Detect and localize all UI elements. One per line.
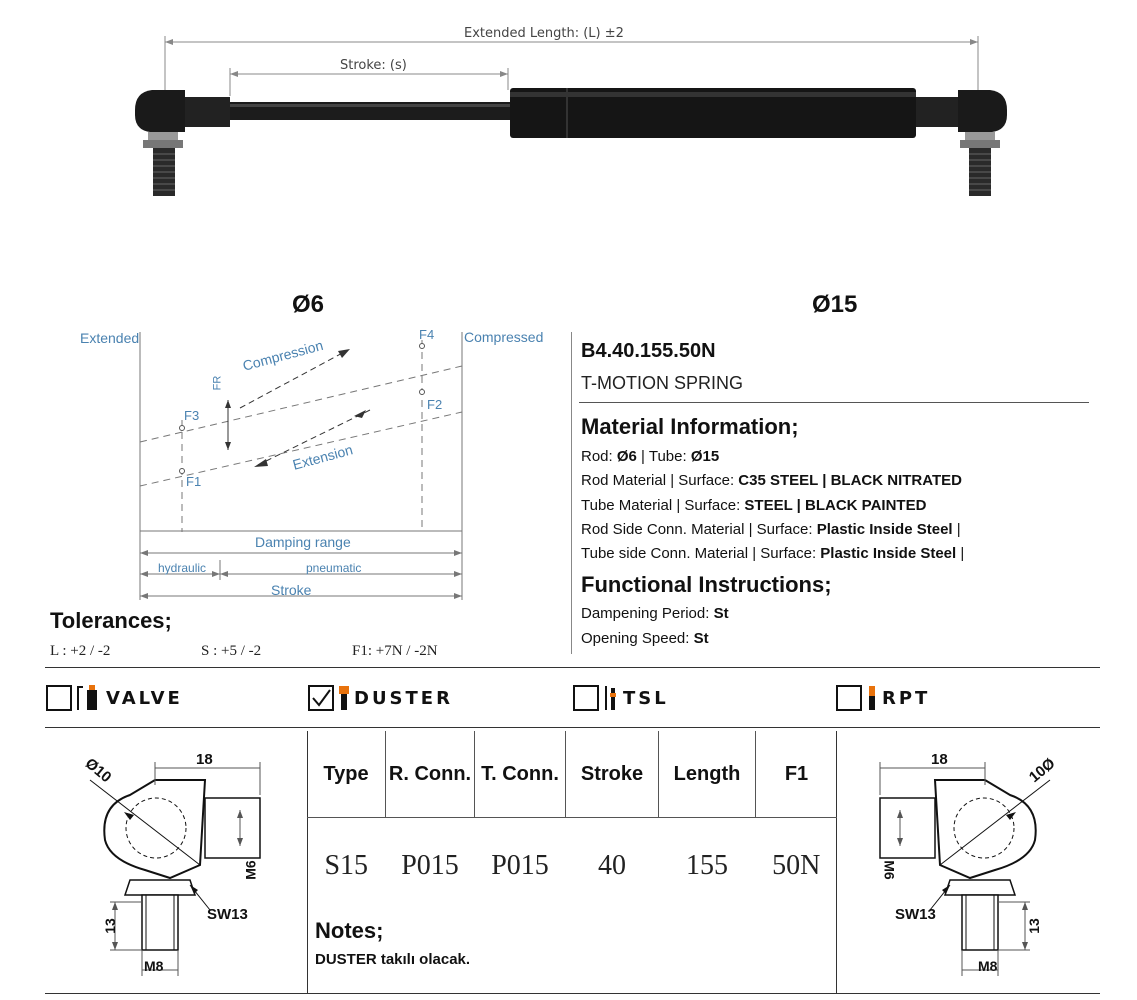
th-type: Type xyxy=(307,731,386,818)
force-graph xyxy=(0,320,570,610)
left-conn-dia: Ø10 xyxy=(81,754,115,787)
dampening-info: Dampening Period: St xyxy=(581,605,729,622)
th-length: Length xyxy=(659,731,756,818)
rod-diameter: Ø6 xyxy=(292,291,325,318)
valve-checkbox[interactable] xyxy=(46,685,72,711)
td-f1: 50N xyxy=(772,850,821,881)
rpt-icon xyxy=(866,684,878,712)
opening-speed-info: Opening Speed: St xyxy=(581,630,709,647)
left-conn-width: 18 xyxy=(196,751,213,768)
left-conn-stud-len: 13 xyxy=(101,918,118,934)
th-t-conn: T. Conn. xyxy=(475,731,566,818)
graph-pneumatic-label: pneumatic xyxy=(306,561,362,575)
td-stroke: 40 xyxy=(598,850,626,881)
right-conn-stud-len: 13 xyxy=(1025,918,1042,934)
right-conn-wrench: SW13 xyxy=(895,906,936,923)
graph-f2-label: F2 xyxy=(427,397,443,412)
option-valve[interactable] xyxy=(46,683,183,713)
option-tsl[interactable] xyxy=(573,683,669,713)
rod-material-info: Rod Material | Surface: C35 STEEL | BLACK NITRATED xyxy=(581,472,962,489)
graph-f1-label: F1 xyxy=(186,474,202,489)
info-divider xyxy=(571,332,572,654)
checkmark-icon xyxy=(310,687,332,709)
rpt-checkbox[interactable] xyxy=(836,685,862,711)
product-code: B4.40.155.50N xyxy=(581,340,716,362)
graph-fr-label: FR xyxy=(211,375,224,391)
option-tsl-label: TSL xyxy=(623,687,669,709)
graph-compression-label: Compression xyxy=(240,336,325,374)
graph-hydraulic-label: hydraulic xyxy=(158,561,207,575)
tolerances-heading: Tolerances; xyxy=(50,608,172,633)
option-duster-label: DUSTER xyxy=(354,687,453,709)
td-t-conn: P015 xyxy=(491,850,549,881)
graph-f4-label: F4 xyxy=(419,327,435,342)
tsl-icon xyxy=(603,684,619,712)
graph-compressed-label: Compressed xyxy=(464,329,544,345)
product-divider xyxy=(579,402,1089,403)
tube-material-info: Tube Material | Surface: STEEL | BLACK PAINTED xyxy=(581,497,927,514)
option-rpt[interactable] xyxy=(836,683,930,713)
tolerance-f1: F1: +7N / -2N xyxy=(352,643,438,659)
table-row xyxy=(307,818,837,915)
left-conn-stud: M8 xyxy=(144,958,164,974)
tolerance-s: S : +5 / -2 xyxy=(201,643,262,659)
tolerance-l: L : +2 / -2 xyxy=(50,643,111,659)
spec-table xyxy=(307,731,837,914)
left-conn-thread: M6 xyxy=(242,860,259,880)
divider-bottom xyxy=(45,993,1100,994)
divider-options-bottom xyxy=(45,727,1100,728)
left-conn-wrench: SW13 xyxy=(207,906,248,923)
table-header-row xyxy=(307,731,837,818)
option-valve-label: VALVE xyxy=(106,687,183,709)
right-conn-width: 18 xyxy=(931,751,948,768)
graph-damping-range-label: Damping range xyxy=(255,534,351,550)
graph-f3-label: F3 xyxy=(184,408,200,423)
duster-icon xyxy=(338,684,350,712)
duster-checkbox[interactable] xyxy=(308,685,334,711)
th-r-conn: R. Conn. xyxy=(386,731,475,818)
option-duster[interactable] xyxy=(308,683,453,713)
material-heading: Material Information; xyxy=(581,414,799,439)
td-length: 155 xyxy=(686,850,728,881)
right-conn-dia: 10Ø xyxy=(1025,754,1059,787)
notes-text: DUSTER takılı olacak. xyxy=(315,951,471,968)
td-r-conn: P015 xyxy=(401,850,459,881)
divider-options-top xyxy=(45,667,1100,668)
product-name: T-MOTION SPRING xyxy=(581,373,743,393)
notes-heading: Notes; xyxy=(315,918,384,943)
option-rpt-label: RPT xyxy=(882,687,931,709)
valve-icon xyxy=(76,684,102,712)
rod-conn-info: Rod Side Conn. Material | Surface: Plastic Inside Steel | xyxy=(581,521,961,538)
stroke-label: Stroke: (s) xyxy=(340,58,407,73)
th-stroke: Stroke xyxy=(566,731,659,818)
functional-heading: Functional Instructions; xyxy=(581,572,832,597)
extended-length-label: Extended Length: (L) ±2 xyxy=(464,26,624,41)
tsl-checkbox[interactable] xyxy=(573,685,599,711)
td-type: S15 xyxy=(324,850,369,881)
right-conn-thread: M6 xyxy=(881,860,898,880)
tube-diameter: Ø15 xyxy=(812,291,858,318)
right-conn-stud: M8 xyxy=(978,958,998,974)
graph-extension-label: Extension xyxy=(290,441,355,473)
tube-conn-info: Tube side Conn. Material | Surface: Plastic Inside Steel | xyxy=(581,545,965,562)
graph-stroke-label: Stroke xyxy=(271,582,312,598)
rod-tube-info: Rod: Ø6 | Tube: Ø15 xyxy=(581,448,720,465)
graph-extended-label: Extended xyxy=(80,330,140,346)
th-f1: F1 xyxy=(756,731,838,818)
